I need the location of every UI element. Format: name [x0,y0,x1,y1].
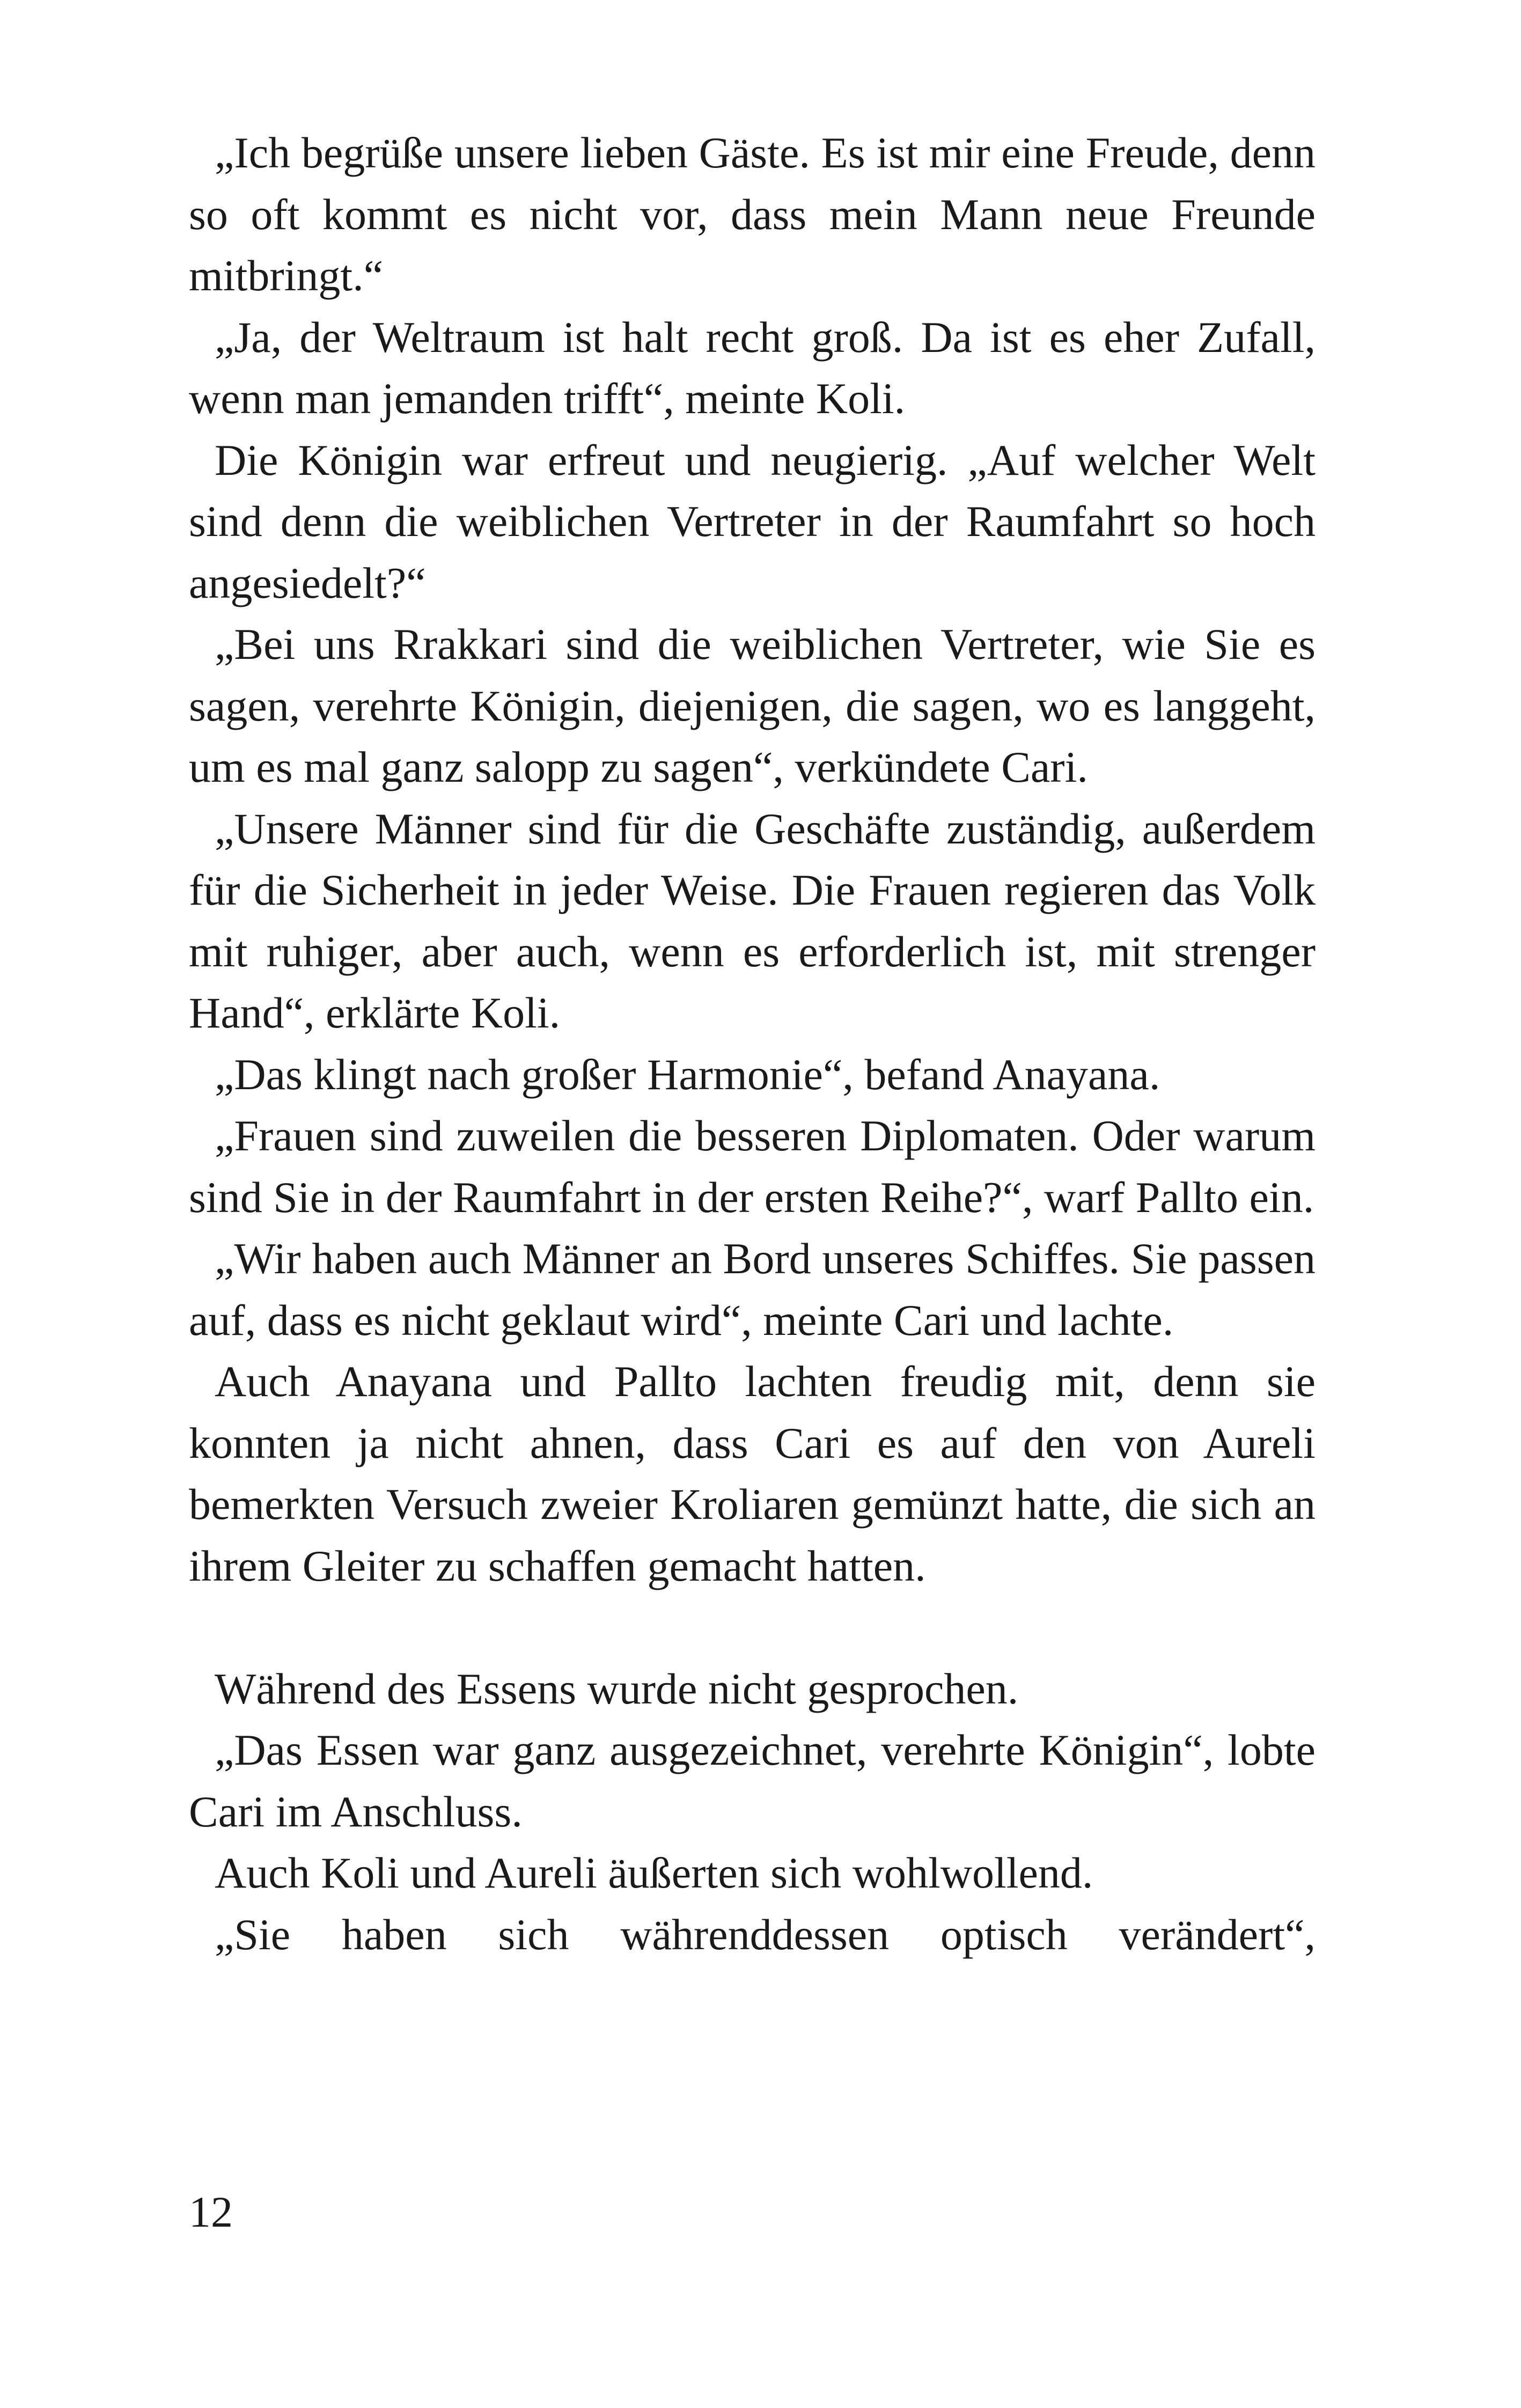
section-break [189,1597,1316,1658]
paragraph: „Frauen sind zuweilen die besseren Diplomaten. Oder warum sind Sie in der Raumfahrt in der ersten Reihe?“, warf Pallto ein. [189,1111,1316,1222]
paragraph: „Ich begrüße unsere lieben Gäste. Es ist mir eine Freude, denn so oft kommt es nicht vor, dass mein Mann neue Freunde mitbringt.“ [189,128,1316,300]
paragraph: Auch Anayana und Pallto lachten freudig mit, denn sie konnten ja nicht ahnen, dass Cari es auf den von Aureli bemerkten Versuch zweier Kroliaren gemünzt hatte, die sich an ihrem Gleiter zu schaffen gemacht hatten. [189,1357,1316,1590]
paragraph: Die Königin war erfreut und neugierig. „Auf welcher Welt sind denn die weiblichen Vertreter in der Raumfahrt so hoch angesiedelt?“ [189,435,1316,607]
page-number: 12 [189,2187,233,2236]
paragraph: „Sie haben sich währenddessen optisch verändert“, [215,1910,1316,1959]
paragraph: Auch Koli und Aureli äußerten sich wohlwollend. [215,1848,1093,1897]
paragraph: „Bei uns Rrakkari sind die weiblichen Vertreter, wie Sie es sagen, verehrte Königin, diejenigen, die sagen, wo es langgeht, um es mal ganz salopp zu sagen“, verkündete Cari. [189,620,1316,791]
paragraph: „Ja, der Weltraum ist halt recht groß. Da ist es eher Zufall, wenn man jemanden trifft“, meinte Koli. [189,312,1316,423]
paragraph: „Das klingt nach großer Harmonie“, befand Anayana. [215,1049,1160,1099]
paragraph: „Unsere Männer sind für die Geschäfte zuständig, außerdem für die Sicherheit in jeder Weise. Die Frauen regieren das Volk mit ruhiger, aber auch, wenn es erforderlich ist, mit strenger Hand“, erklärte Koli. [189,804,1316,1037]
paragraph: Während des Essens wurde nicht gesprochen. [215,1664,1019,1713]
paragraph: „Das Essen war ganz ausgezeichnet, verehrte Königin“, lobte Cari im Anschluss. [189,1726,1316,1836]
body-text [189,122,1316,1965]
paragraph: „Wir haben auch Männer an Bord unseres Schiffes. Sie passen auf, dass es nicht geklaut wird“, meinte Cari und lachte. [189,1234,1316,1345]
